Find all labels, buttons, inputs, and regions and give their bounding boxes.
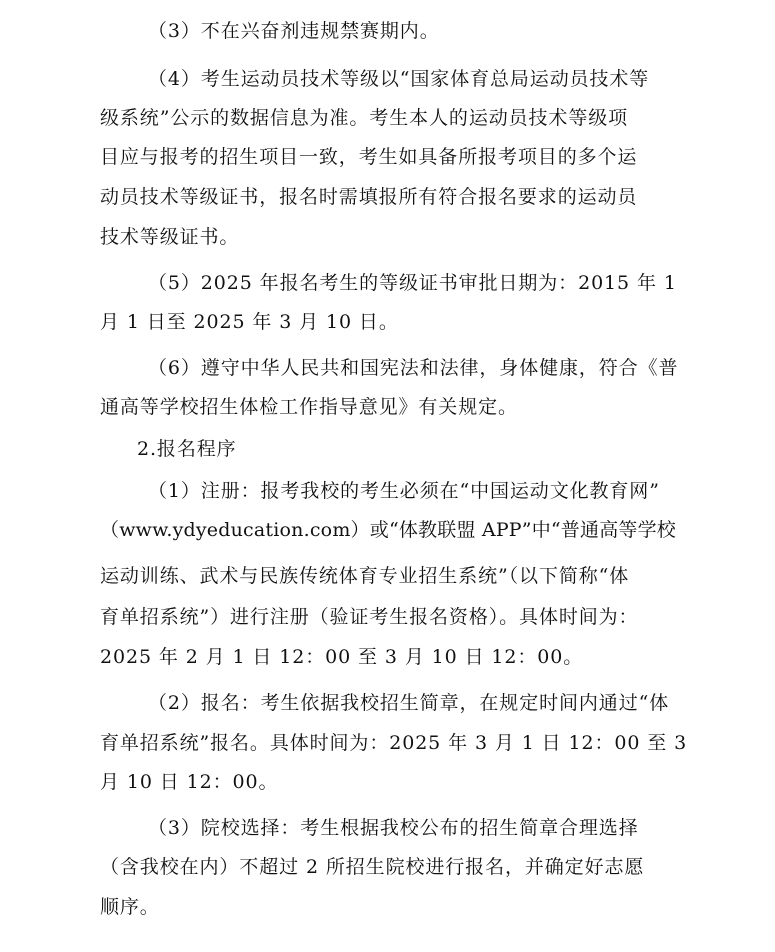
step-3-line-3: 顺序。 [100,896,160,918]
section-2-heading: 2.报名程序 [137,438,237,460]
step-3-line-1: （3）院校选择：考生根据我校公布的招生简章合理选择 [148,817,639,839]
item-4-line-1: （4）考生运动员技术等级以“国家体育总局运动员技术等 [148,68,650,90]
step-2-line-3: 月 10 日 12：00。 [100,771,279,793]
step-1-line-2: （www.ydyeducation.com）或“体教联盟 APP”中“普通高等学校 [100,519,677,541]
step-2-line-2: 育单招系统”报名。具体时间为：2025 年 3 月 1 日 12：00 至 3 [100,732,688,754]
step-2-line-1: （2）报名：考生依据我校招生简章，在规定时间内通过“体 [148,692,670,714]
item-5-line-2: 月 1 日至 2025 年 3 月 10 日。 [100,311,399,333]
step-3-line-2: （含我校在内）不超过 2 所招生院校进行报名，并确定好志愿 [100,856,645,878]
step-1-line-3: 运动训练、武术与民族传统体育专业招生系统”（以下简称“体 [100,565,630,587]
item-4-line-3: 目应与报考的招生项目一致，考生如具备所报考项目的多个运 [100,146,638,168]
step-1-line-1: （1）注册：报考我校的考生必须在“中国运动文化教育网” [148,480,660,502]
item-5-line-1: （5）2025 年报名考生的等级证书审批日期为：2015 年 1 [148,272,677,294]
item-4-line-2: 级系统”公示的数据信息为准。考生本人的运动员技术等级项 [100,107,629,129]
item-6-line-2: 通高等学校招生体检工作指导意见》有关规定。 [100,396,518,418]
item-4-line-4: 动员技术等级证书，报名时需填报所有符合报名要求的运动员 [100,186,638,208]
item-3-line-1: （3）不在兴奋剂违规禁赛期内。 [148,20,440,42]
item-6-line-1: （6）遵守中华人民共和国宪法和法律，身体健康，符合《普 [148,357,679,379]
step-1-line-4: 育单招系统”）进行注册（验证考生报名资格）。具体时间为： [100,606,639,628]
step-1-line-5: 2025 年 2 月 1 日 12：00 至 3 月 10 日 12：00。 [100,646,584,668]
item-4-line-5: 技术等级证书。 [100,226,240,248]
